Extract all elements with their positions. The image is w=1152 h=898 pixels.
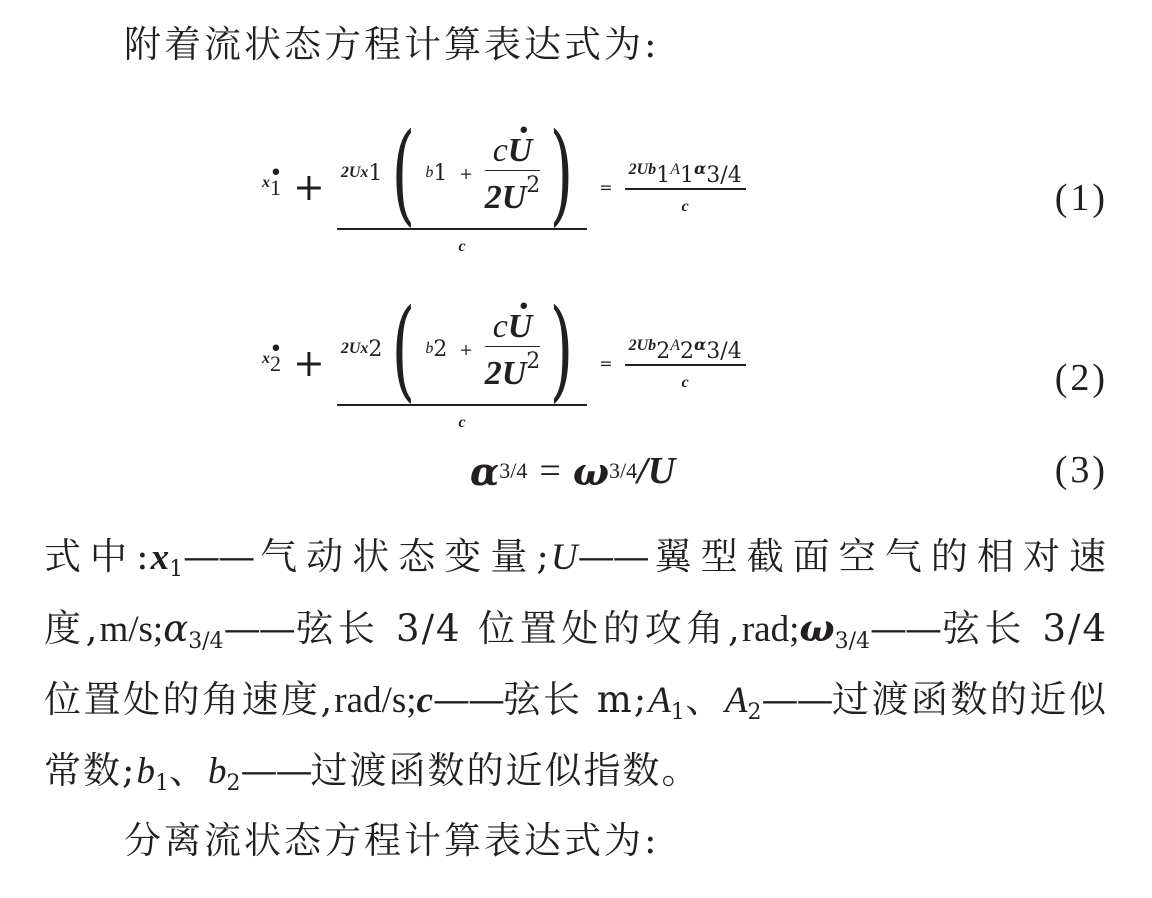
x2-dot-symbol: · x2 (262, 350, 281, 377)
equation-3-number: (3) (1054, 449, 1108, 491)
equation-2-number: (2) (1054, 357, 1108, 399)
equation-1-lhs-fraction: 2U x 1 ( b 1 + $\frac{c\cdot U}{2U^2}$ ) c (337, 118, 587, 256)
x1-dot-symbol: · x1 (262, 174, 281, 201)
equation-1-rhs-fraction: $\frac{2Ub1A1\alpha 3/4}{c}$ (625, 159, 746, 216)
equation-1: · x1 + 2U x 1 ( b 1 + $\frac{c\cdot U}{2U^2}$ ) c = $\frac{2Ub1A1\alpha 3/4}{c}$ (262, 92, 746, 282)
equation-2-rhs-fraction: $\frac{2Ub2A2\alpha 3/4}{c}$ (625, 335, 746, 392)
equation-2-lhs-fraction: 2U x 2 ( b 2 + $\frac{c\cdot U}{2U^2}$ ) c (337, 294, 587, 432)
intro-paragraph-attached-flow: 附着流状态方程计算表达式为: (124, 23, 660, 66)
intro-paragraph-separated-flow: 分离流状态方程计算表达式为: (124, 819, 660, 862)
equation-3: α 3/4 = ω 3/4 / U (470, 448, 676, 494)
symbol-definitions: 式中$:x_1——$气动状态变量;U——翼型截面空气的相对速度$,m/s;\alpha_{3/4}——$弦长 3/4 位置处的攻角$,rad;\omega_{3/4}——$弦长 3/4 位置处的角速度,rad/s;c——弦长 $m;A_1$、$A_2——$过渡函数的近似常数$;b_1$、$b_2——$过渡函数的近似指数。 (44, 535, 1109, 796)
equation-1-number: (1) (1054, 177, 1108, 219)
equation-2: · x2 + 2U x 2 ( b 2 + $\frac{c\cdot U}{2U^2}$ ) c = $\frac{2Ub2A2\alpha 3/4}{c}$ (262, 268, 746, 458)
